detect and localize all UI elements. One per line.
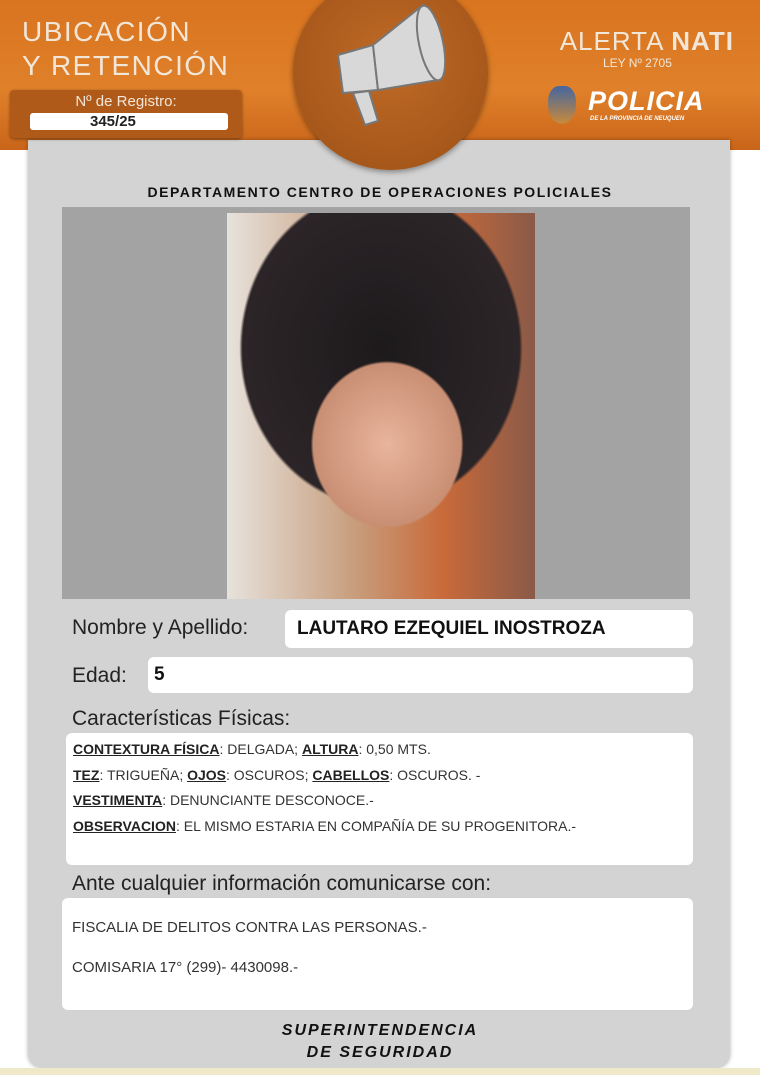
feature-value: : DENUNCIANTE DESCONOCE.- [162,792,374,808]
feature-key: ALTURA [301,741,359,757]
feature-key: OBSERVACION [73,817,176,834]
age-field [148,657,693,693]
title-line1: UBICACIÓN [22,16,192,47]
features-label: Características Físicas: [72,707,291,730]
name-value: LAUTARO EZEQUIEL INOSTROZA [297,618,606,639]
megaphone-icon [293,0,488,170]
footer-line1: SUPERINTENDENCIA [281,1022,479,1039]
policia-logo: POLICIA [588,86,705,116]
name-field [285,610,693,648]
age-label: Edad: [72,664,127,687]
photo-area [62,207,690,599]
police-shield-icon [548,86,576,124]
registro-box [10,90,242,138]
child-photo [227,213,535,599]
feature-line [73,737,693,763]
department-title: DEPARTAMENTO CENTRO DE OPERACIONES POLICIALES [147,184,613,200]
megaphone-badge [293,0,488,170]
feature-key: CONTEXTURA FÍSICA [73,741,220,757]
feature-value: : OSCUROS; [226,766,313,783]
registro-value: 345/25 [30,113,228,130]
alerta-text: ALERTA [559,26,664,56]
contact-line: COMISARIA 17° (299)- 4430098.- [72,959,299,976]
feature-value: : DELGADA; [219,741,302,757]
feature-key: OJOS [187,766,227,783]
provincia-text: DE LA PROVINCIA DE NEUQUEN [590,116,685,122]
feature-value: : OSCUROS. - [389,766,481,783]
feature-value: : EL MISMO ESTARIA EN COMPAÑÍA DE SU PROGENITORA.- [175,817,577,834]
registro-label: Nº de Registro: [75,93,177,110]
feature-key: VESTIMENTA [73,792,163,808]
features-box [66,733,693,865]
nati-text: NATI [671,26,734,56]
alerta-nati-title [560,26,734,57]
feature-value: : 0,50 MTS. [358,741,431,757]
name-label: Nombre y Apellido: [72,616,249,639]
contact-box [62,898,693,1010]
feature-line [73,763,693,789]
feature-value: : TRIGUEÑA; [99,766,188,783]
contact-label: Ante cualquier información comunicarse con: [72,872,492,895]
bottom-strip [0,1068,760,1075]
feature-key: TEZ [73,766,100,783]
feature-key: CABELLOS [312,766,390,783]
title-line2: Y RETENCIÓN [22,50,230,81]
footer-line2: DE SEGURIDAD [306,1044,454,1061]
feature-line [73,788,693,814]
ley-text: LEY Nº 2705 [603,56,672,70]
contact-line: FISCALIA DE DELITOS CONTRA LAS PERSONAS.- [72,919,427,936]
age-value: 5 [154,664,165,685]
feature-line [73,814,693,840]
